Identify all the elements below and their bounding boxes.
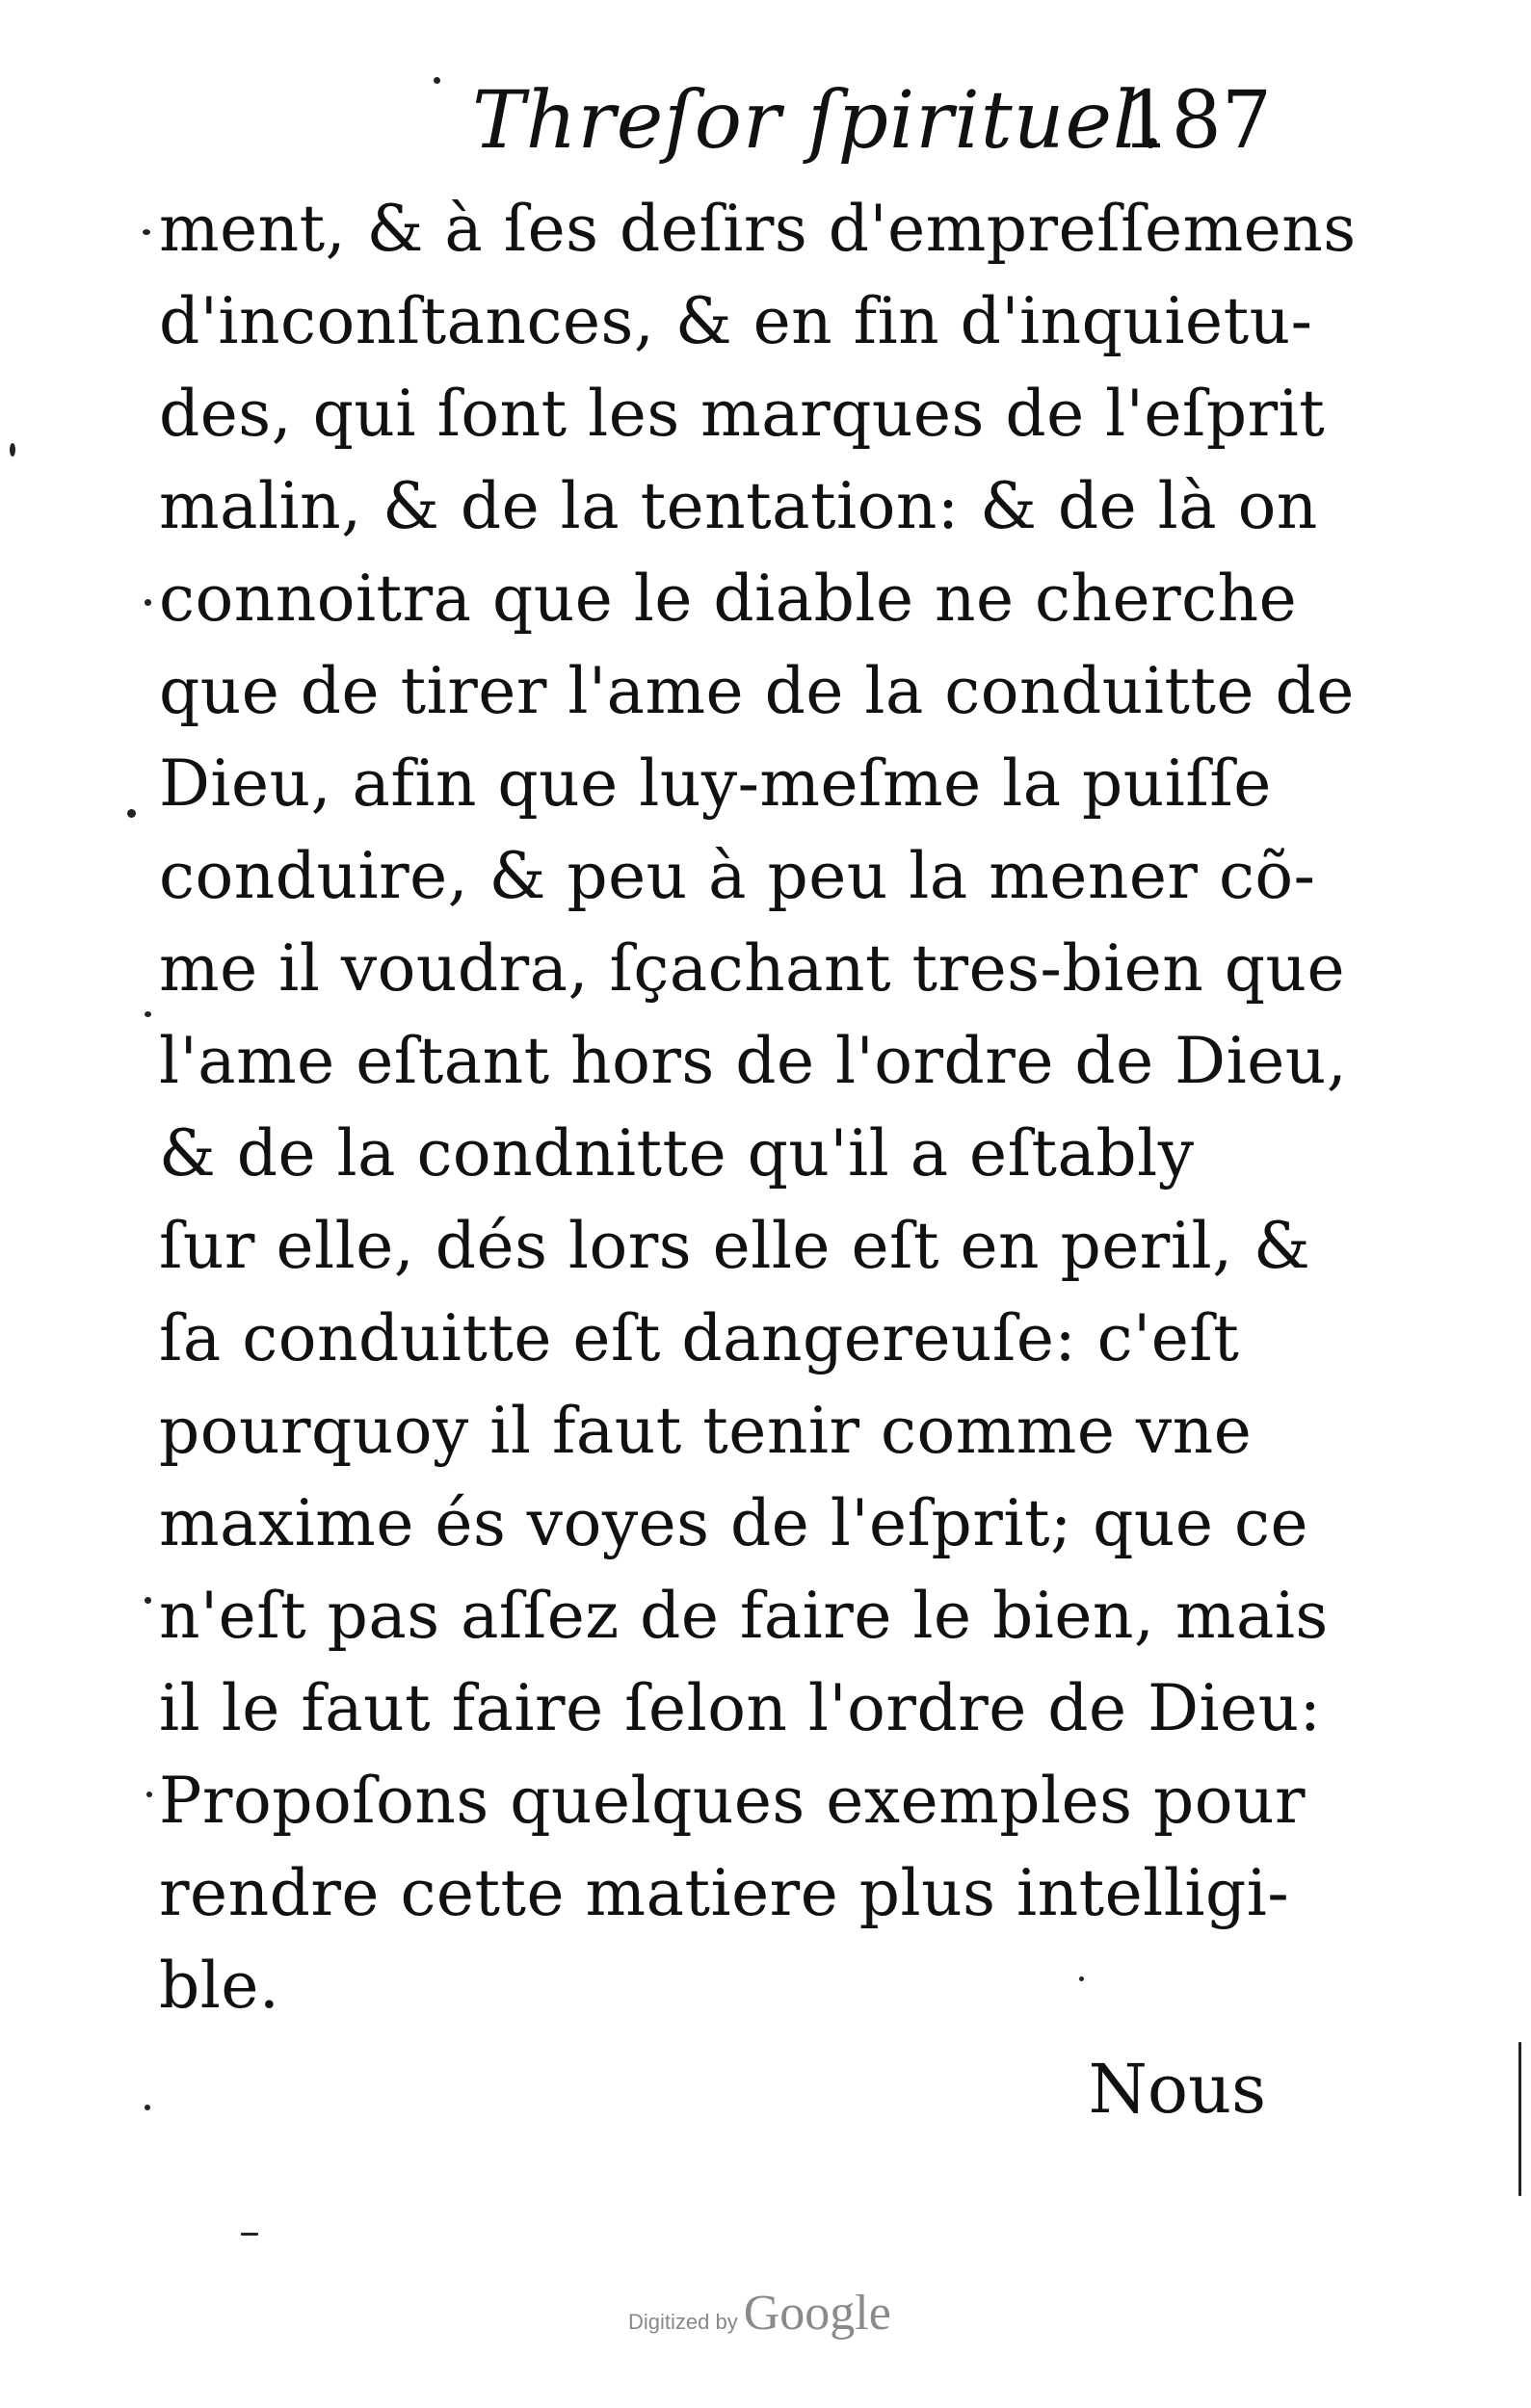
google-logo: Google: [743, 2286, 891, 2341]
scan-speck: [145, 599, 151, 606]
text-line: ble.: [159, 1949, 280, 2023]
text-line: il le faut faire ſelon l'ordre de Dieu:: [159, 1671, 1322, 1745]
page-number: 187: [1121, 75, 1272, 167]
text-line: ment, & à ſes deſirs d'empreſſemens: [159, 192, 1357, 266]
scan-speck: [146, 1792, 152, 1797]
watermark-prefix: Digitized by: [628, 2310, 738, 2334]
text-line: me il voudra, ſçachant tres-bien que: [159, 931, 1346, 1006]
text-line: maxime és voyes de l'eſprit; que ce: [159, 1486, 1308, 1560]
text-line: d'inconſtances, & en fin d'inquietu-: [159, 284, 1313, 358]
text-line: ſur elle, dés lors elle eſt en peril, &: [159, 1209, 1311, 1283]
text-line: Propoſons quelques exemples pour: [159, 1764, 1307, 1838]
text-line: n'eſt pas aſſez de faire le bien, mais: [159, 1579, 1329, 1653]
scan-speck: [145, 2105, 150, 2110]
text-line: pourquoy il faut tenir comme vne: [159, 1394, 1253, 1468]
scan-speck: [10, 443, 15, 457]
scan-speck: [145, 1597, 151, 1604]
scan-speck: [1518, 2042, 1521, 2196]
scan-speck: [145, 1011, 151, 1017]
page-header: [154, 75, 1272, 181]
scan-speck: [127, 809, 136, 818]
running-title: Threſor ſpirituel.: [472, 75, 1166, 167]
text-line: l'ame eſtant hors de l'ordre de Dieu,: [159, 1024, 1348, 1098]
scan-speck: [434, 77, 440, 84]
text-line: connoitra que le diable ne cherche: [159, 562, 1298, 636]
scan-speck: [241, 2233, 258, 2236]
scan-speck: [143, 229, 150, 235]
text-line: malin, & de la tentation: & de là on: [159, 469, 1318, 543]
text-line: & de la condnitte qu'il a eſtably: [159, 1116, 1195, 1191]
catchword: Nous: [1088, 2050, 1266, 2129]
text-line: que de tirer l'ame de la conduitte de: [159, 654, 1355, 728]
text-line: rendre cette matiere plus intelligi-: [159, 1856, 1290, 1930]
text-line: conduire, & peu à peu la mener cõ-: [159, 839, 1316, 913]
digitized-watermark: [628, 2285, 946, 2362]
body-text: [159, 183, 1357, 2032]
text-line: Dieu, afin que luy-meſme la puiſſe: [159, 746, 1272, 821]
scan-speck: [1079, 1976, 1084, 1981]
text-line: ſa conduitte eſt dangereuſe: c'eſt: [159, 1301, 1240, 1375]
text-line: des, qui ſont les marques de l'eſprit: [159, 377, 1326, 451]
